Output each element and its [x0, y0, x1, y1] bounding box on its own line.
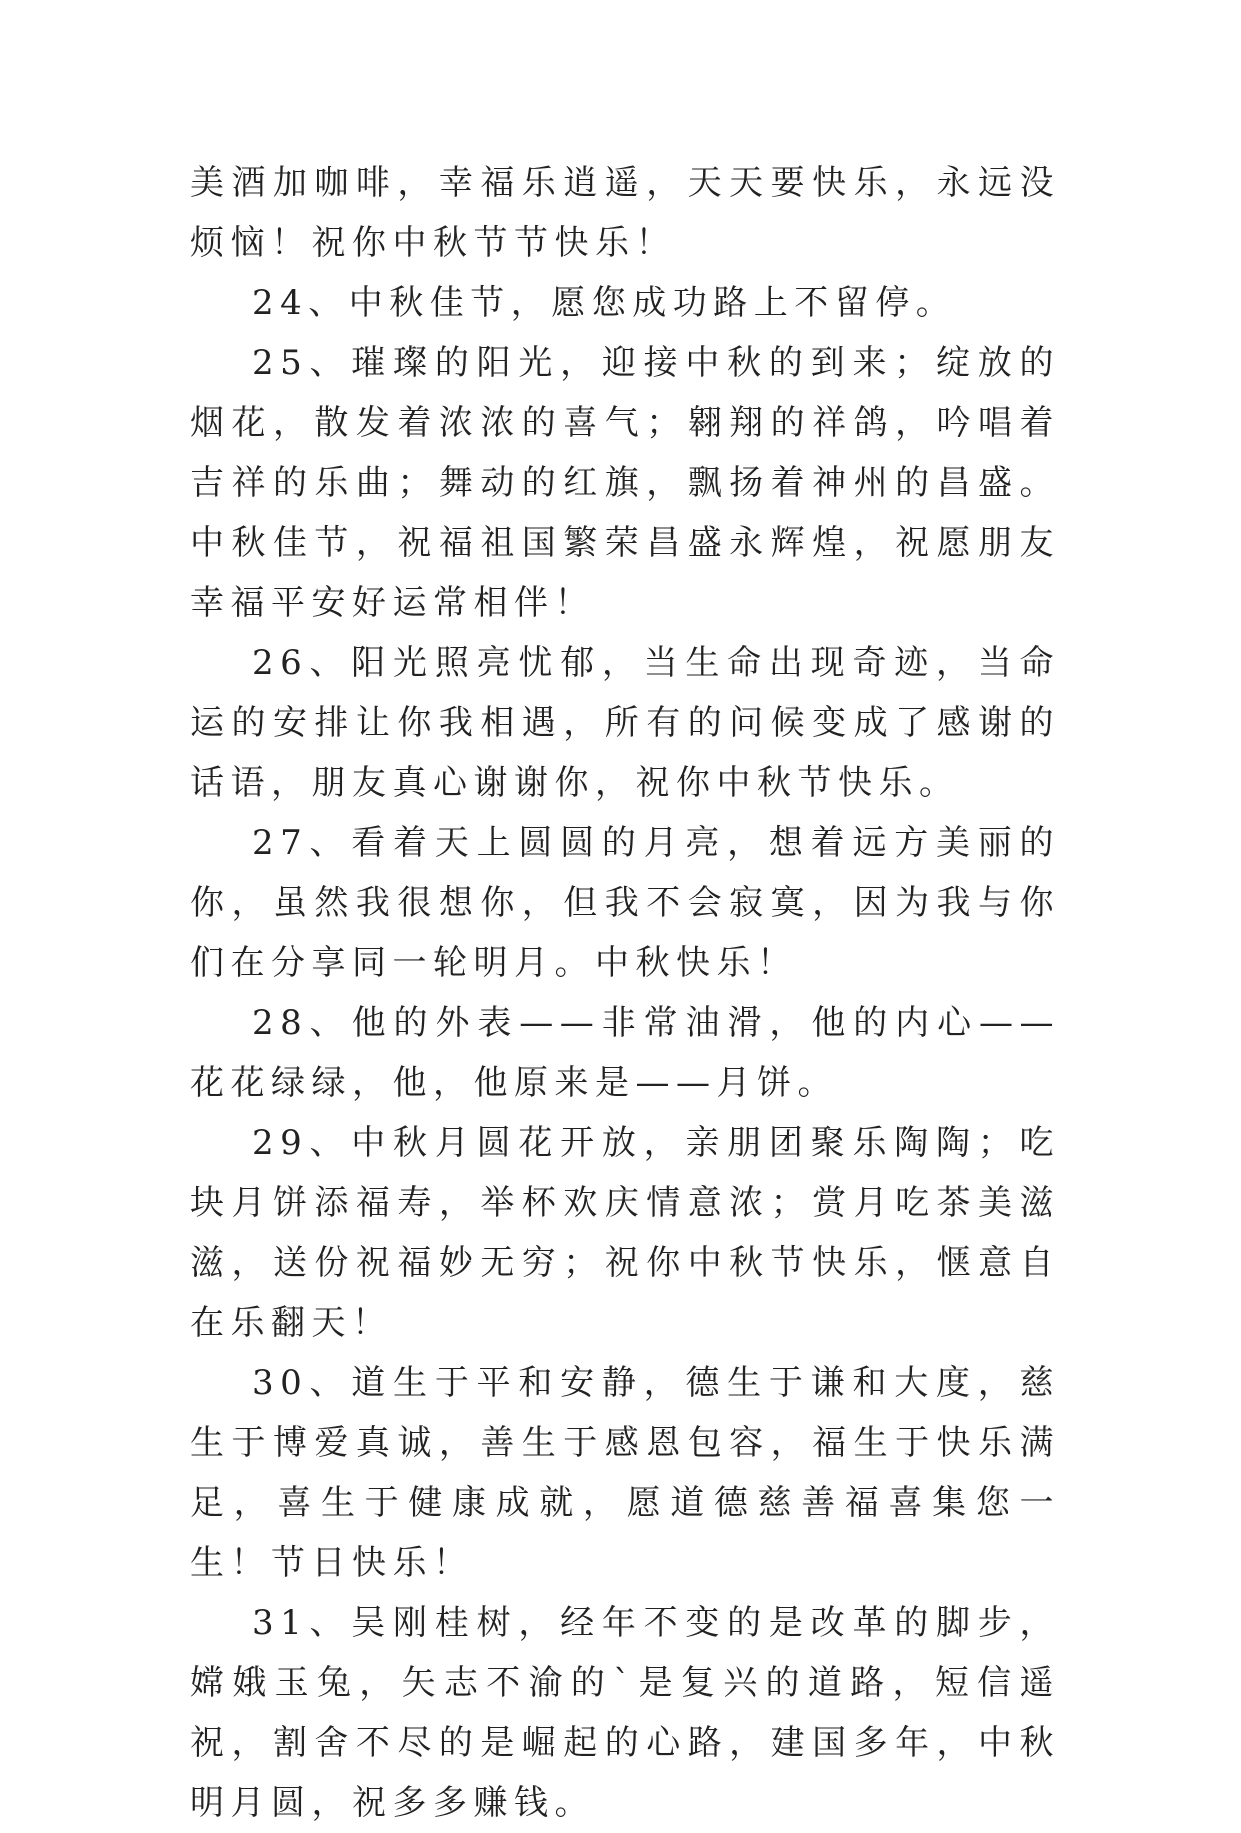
paragraph-30: 30、道生于平和安静，德生于谦和大度，慈生于博爱真诚，善生于感恩包容，福生于快乐满足，喜生于健康成就，愿道德慈善福喜集您一生！节日快乐！: [190, 1363, 1060, 1583]
paragraph-continued: 美酒加咖啡，幸福乐逍遥，天天要快乐，永远没烦恼！祝你中秋节节快乐！: [190, 163, 1060, 263]
paragraph-31: 31、吴刚桂树，经年不变的是改革的脚步，嫦娥玉兔，矢志不渝的`是复兴的道路，短信遥祝，割舍不尽的是崛起的心路，建国多年，中秋明月圆，祝多多赚钱。: [190, 1603, 1060, 1823]
document-body: [190, 153, 1060, 1833]
paragraph-29: 29、中秋月圆花开放，亲朋团聚乐陶陶；吃块月饼添福寿，举杯欢庆情意浓；赏月吃茶美滋滋，送份祝福妙无穷；祝你中秋节快乐，惬意自在乐翻天！: [190, 1123, 1060, 1343]
paragraph-28: 28、他的外表——非常油滑，他的内心——花花绿绿，他，他原来是——月饼。: [190, 1003, 1060, 1103]
paragraph-27: 27、看着天上圆圆的月亮，想着远方美丽的你，虽然我很想你，但我不会寂寞，因为我与你们在分享同一轮明月。中秋快乐！: [190, 823, 1060, 983]
paragraph-24: 24、中秋佳节，愿您成功路上不留停。: [252, 283, 957, 323]
paragraph-26: 26、阳光照亮忧郁，当生命出现奇迹，当命运的安排让你我相遇，所有的问候变成了感谢的话语，朋友真心谢谢你，祝你中秋节快乐。: [190, 643, 1060, 803]
paragraph-25: 25、璀璨的阳光，迎接中秋的到来；绽放的烟花，散发着浓浓的喜气；翱翔的祥鸽，吟唱着吉祥的乐曲；舞动的红旗，飘扬着神州的昌盛。中秋佳节，祝福祖国繁荣昌盛永辉煌，祝愿朋友幸福平安好运常相伴！: [190, 343, 1060, 623]
